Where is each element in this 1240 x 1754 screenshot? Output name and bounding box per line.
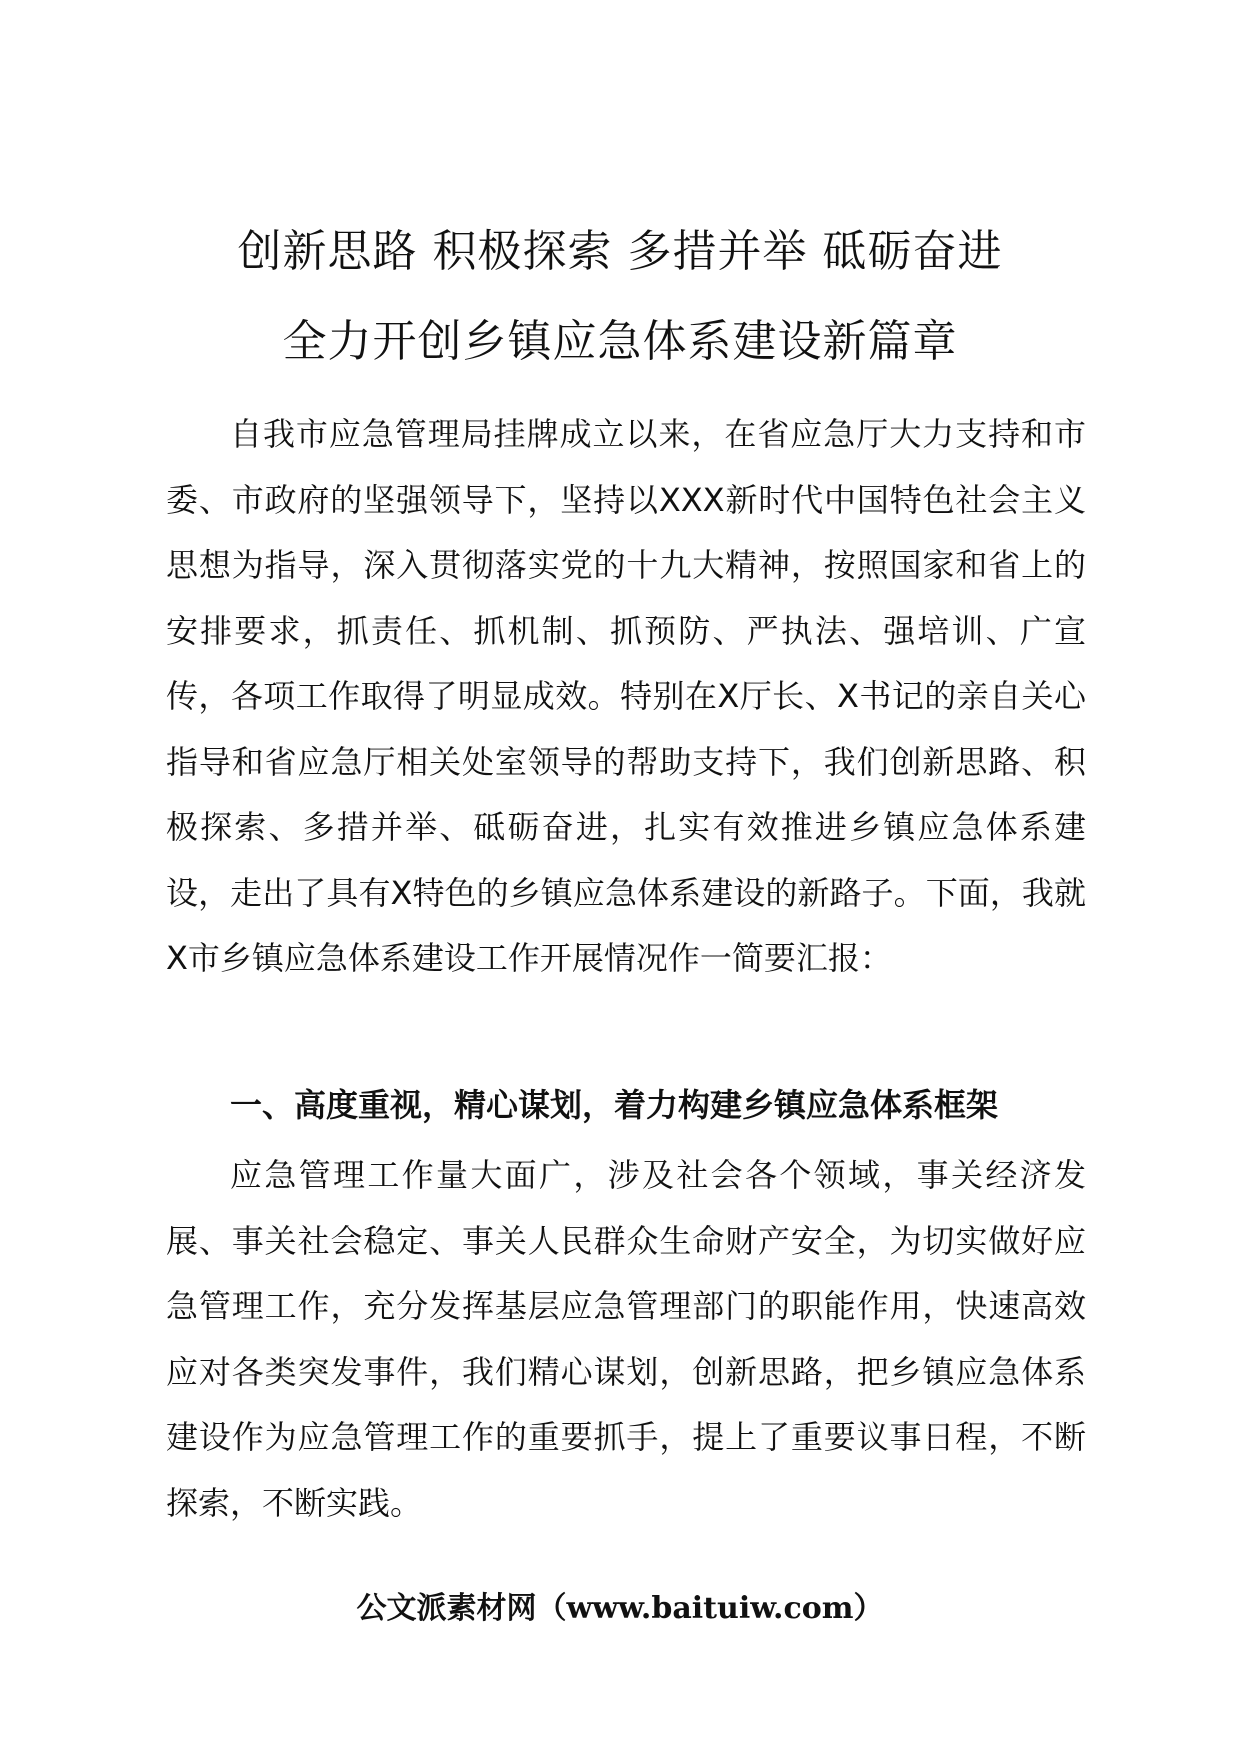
section-1-paragraph: 应急管理工作量大面广，涉及社会各个领域，事关经济发展、事关社会稳定、事关人民群众生命财产安全，为切实做好应急管理工作，充分发挥基层应急管理部门的职能作用，快速高效应对各类突发事件，我们精心谋划，创新思路，把乡镇应急体系建设作为应急管理工作的重要抓手，提上了重要议事日程，不断探索，不断实践。 (166, 1156, 1086, 1522)
section-1-heading: 一、高度重视，精心谋划，着力构建乡镇应急体系框架 (230, 1086, 999, 1124)
intro-paragraph: 自我市应急管理局挂牌成立以来，在省应急厅大力支持和市委、市政府的坚强领导下，坚持以XXX新时代中国特色社会主义思想为指导，深入贯彻落实党的十九大精神，按照国家和省上的安排要求，抓责任、抓机制、抓预防、严执法、强培训、广宣传，各项工作取得了明显成效。特别在X厅长、X书记的亲自关心指导和省应急厅相关处室领导的帮助支持下，我们创新思路、积极探索、多措并举、砥砺奋进，扎实有效推进乡镇应急体系建设，走出了具有X特色的乡镇应急体系建设的新路子。下面，我就X市乡镇应急体系建设工作开展情况作一简要汇报： (166, 415, 1086, 977)
footer-watermark: 公文派素材网（www.baituiw.com） (356, 1591, 884, 1626)
document-title-line-1: 创新思路 积极探索 多措并举 砥砺奋进 (237, 226, 1003, 277)
document-title-line-2: 全力开创乡镇应急体系建设新篇章 (282, 316, 958, 367)
